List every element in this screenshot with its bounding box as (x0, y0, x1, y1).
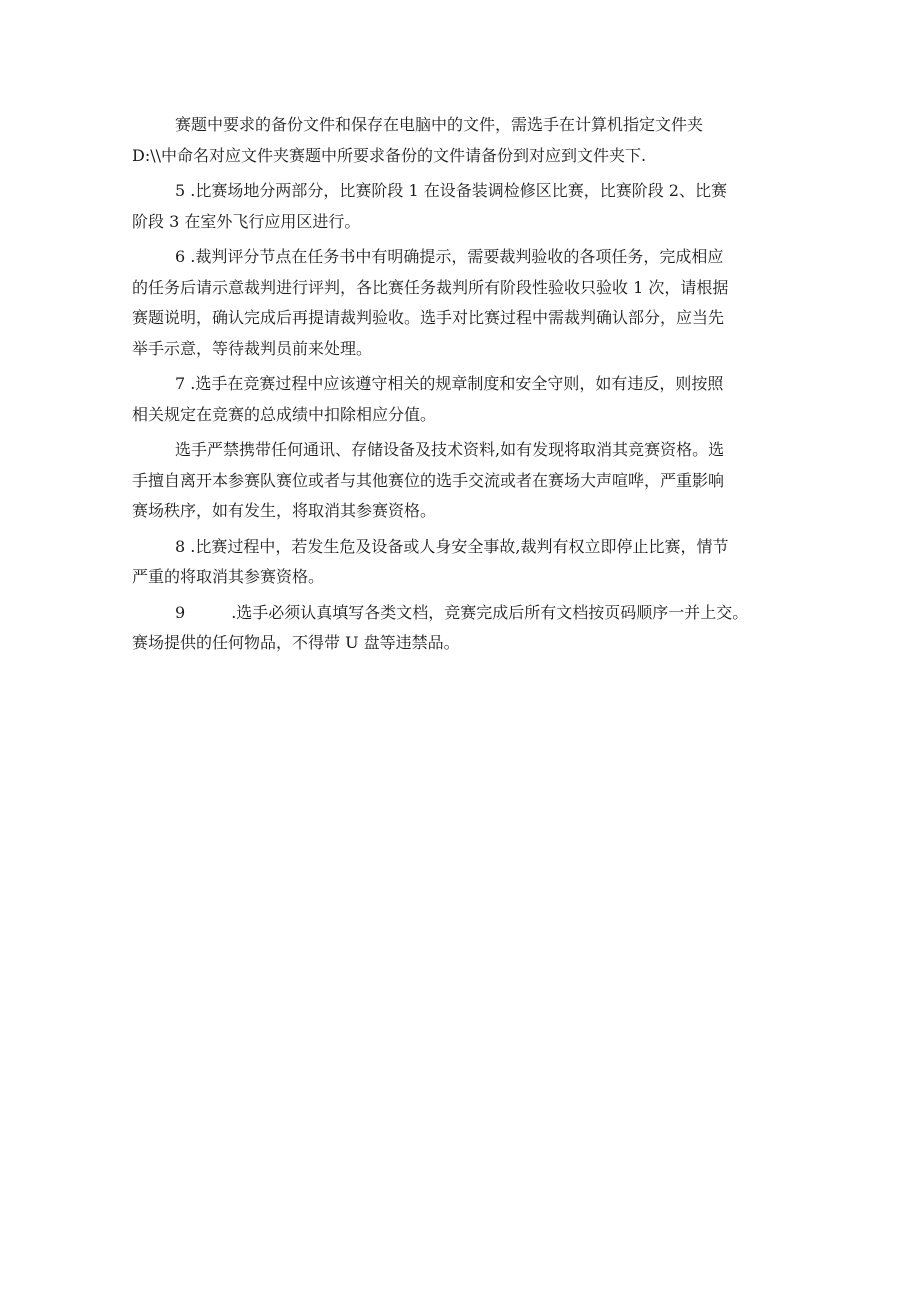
text-line: 的任务后请示意裁判进行评判，各比赛任务裁判所有阶段性验收只验收 1 次，请根据 (132, 277, 729, 297)
text-line: 5 .比赛场地分两部分，比赛阶段 1 在设备装调检修区比赛，比赛阶段 2、比赛 (175, 181, 727, 200)
paragraph-item-5 (132, 176, 792, 237)
text-line: 7 .选手在竞赛过程中应该遵守相关的规章制度和安全守则，如有违反，则按照 (175, 374, 724, 393)
paragraph-backup-files (132, 110, 792, 171)
text-line: 赛场提供的任何物品，不得带 U 盘等违禁品。 (132, 633, 460, 652)
text-line: 赛题中要求的备份文件和保存在电脑中的文件，需选手在计算机指定文件夹 (175, 115, 704, 134)
text-line: D:\\中命名对应文件夹赛题中所要求备份的文件请备份到对应到文件夹下. (132, 145, 647, 165)
text-line: 严重的将取消其参赛资格。 (132, 567, 325, 586)
text-line: 选手严禁携带任何通讯、存储设备及技术资料,如有发现将取消其竞赛资格。选 (175, 440, 725, 459)
paragraph-item-6 (132, 242, 792, 364)
text-line: 手擅自离开本参赛队赛位或者与其他赛位的选手交流或者在赛场大声喧哗，严重影响 (132, 470, 725, 490)
text-line: 相关规定在竞赛的总成绩中扣除相应分值。 (132, 404, 437, 424)
text-line (132, 598, 792, 629)
text-line: 6 .裁判评分节点在任务书中有明确提示，需要裁判验收的各项任务，完成相应 (175, 247, 724, 266)
text-line: 赛场秩序，如有发生，将取消其参赛资格。 (132, 501, 437, 520)
paragraph-item-8 (132, 532, 792, 593)
text-line: 8 .比赛过程中，若发生危及设备或人身安全事故,裁判有权立即停止比赛，情节 (175, 536, 729, 556)
text-line: 阶段 3 在室外飞行应用区进行。 (132, 211, 361, 231)
item-number: 9 (175, 602, 186, 622)
text-line: 赛题说明，确认完成后再提请裁判验收。选手对比赛过程中需裁判确认部分，应当先 (132, 308, 725, 327)
paragraph-prohibited-devices (132, 435, 792, 527)
paragraph-item-9 (132, 598, 792, 659)
text-line: 举手示意，等待裁判员前来处理。 (132, 338, 373, 358)
item-text: .选手必须认真填写各类文档，竞赛完成后所有文档按页码顺序一并上交。 (231, 602, 749, 622)
document-body (132, 110, 792, 664)
paragraph-item-7 (132, 369, 792, 430)
